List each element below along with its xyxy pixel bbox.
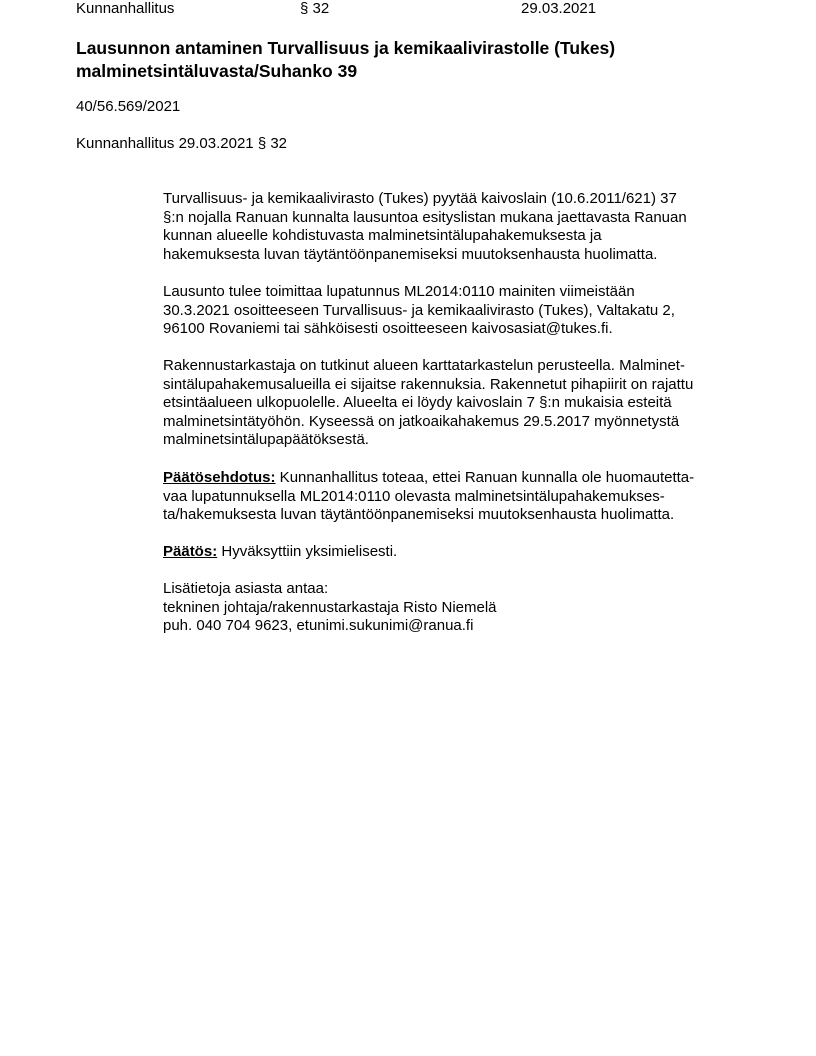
header-body: Kunnanhallitus bbox=[76, 0, 175, 17]
document-title bbox=[76, 37, 615, 83]
text-line: Rakennustarkastaja on tutkinut alueen karttatarkastelun perusteella. Malminet- bbox=[163, 357, 685, 374]
paragraph-submission bbox=[163, 283, 675, 339]
meeting-reference: Kunnanhallitus 29.03.2021 § 32 bbox=[76, 135, 288, 152]
text-line: malminetsintälupapäätöksestä. bbox=[163, 431, 369, 449]
text-line: Lisätietoja asiasta antaa: bbox=[163, 580, 329, 597]
text-line: 96100 Rovaniemi tai sähköisesti osoitteeseen kaivosasiat@tukes.fi. bbox=[163, 320, 613, 338]
paragraph-decision bbox=[163, 543, 397, 562]
text-line: ta/hakemuksesta luvan täytäntöönpanemiseksi muutoksenhausta huolimatta. bbox=[163, 506, 675, 524]
text-line: kunnan alueelle kohdistuvasta malminetsintälupahakemuksesta ja bbox=[163, 227, 602, 245]
header-section: § 32 bbox=[300, 0, 330, 17]
record-number: 40/56.569/2021 bbox=[76, 98, 181, 115]
decision-label: Päätös: bbox=[163, 543, 218, 560]
text-line: sintälupahakemusalueilla ei sijaitse rakennuksia. Rakennetut pihapiirit on rajattu bbox=[163, 375, 694, 393]
decision-text: Hyväksyttiin yksimielisesti. bbox=[217, 543, 398, 560]
text-line: hakemuksesta luvan täytäntöönpanemiseksi muutoksenhausta huolimatta. bbox=[163, 245, 658, 263]
paragraph-request bbox=[163, 190, 687, 264]
paragraph-proposal bbox=[163, 469, 694, 525]
text-line: Lausunto tulee toimittaa lupatunnus ML2014:0110 mainiten viimeistään bbox=[163, 283, 635, 300]
text-line: §:n nojalla Ranuan kunnalta lausuntoa esityslistan mukana jaettavasta Ranuan bbox=[163, 208, 687, 226]
text-line: Kunnanhallitus toteaa, ettei Ranuan kunnalla ole huomautetta- bbox=[275, 469, 695, 486]
paragraph-inspection bbox=[163, 357, 693, 450]
text-line: etsintäalueen ulkopuolelle. Alueelta ei löydy kaivoslain 7 §:n mukaisia esteitä bbox=[163, 394, 672, 412]
text-line: malminetsintätyöhön. Kyseessä on jatkoaikahakemus 29.5.2017 myönnetystä bbox=[163, 412, 680, 430]
text-line: Turvallisuus- ja kemikaalivirasto (Tukes) pyytää kaivoslain (10.6.2011/621) 37 bbox=[163, 190, 677, 207]
text-line: tekninen johtaja/rakennustarkastaja Risto Niemelä bbox=[163, 598, 497, 616]
proposal-label: Päätösehdotus: bbox=[163, 469, 276, 486]
title-line: Lausunnon antaminen Turvallisuus ja kemikaalivirastolle (Tukes) bbox=[76, 38, 616, 58]
paragraph-contact bbox=[163, 580, 497, 636]
text-line: 30.3.2021 osoitteeseen Turvallisuus- ja kemikaalivirasto (Tukes), Valtakatu 2, bbox=[163, 301, 675, 319]
text-line: vaa lupatunnuksella ML2014:0110 olevasta malminetsintälupahakemukses- bbox=[163, 487, 665, 505]
title-line: malminetsintäluvasta/Suhanko 39 bbox=[76, 61, 358, 81]
header-date: 29.03.2021 bbox=[521, 0, 597, 17]
text-line: puh. 040 704 9623, etunimi.sukunimi@ranua.fi bbox=[163, 617, 474, 635]
